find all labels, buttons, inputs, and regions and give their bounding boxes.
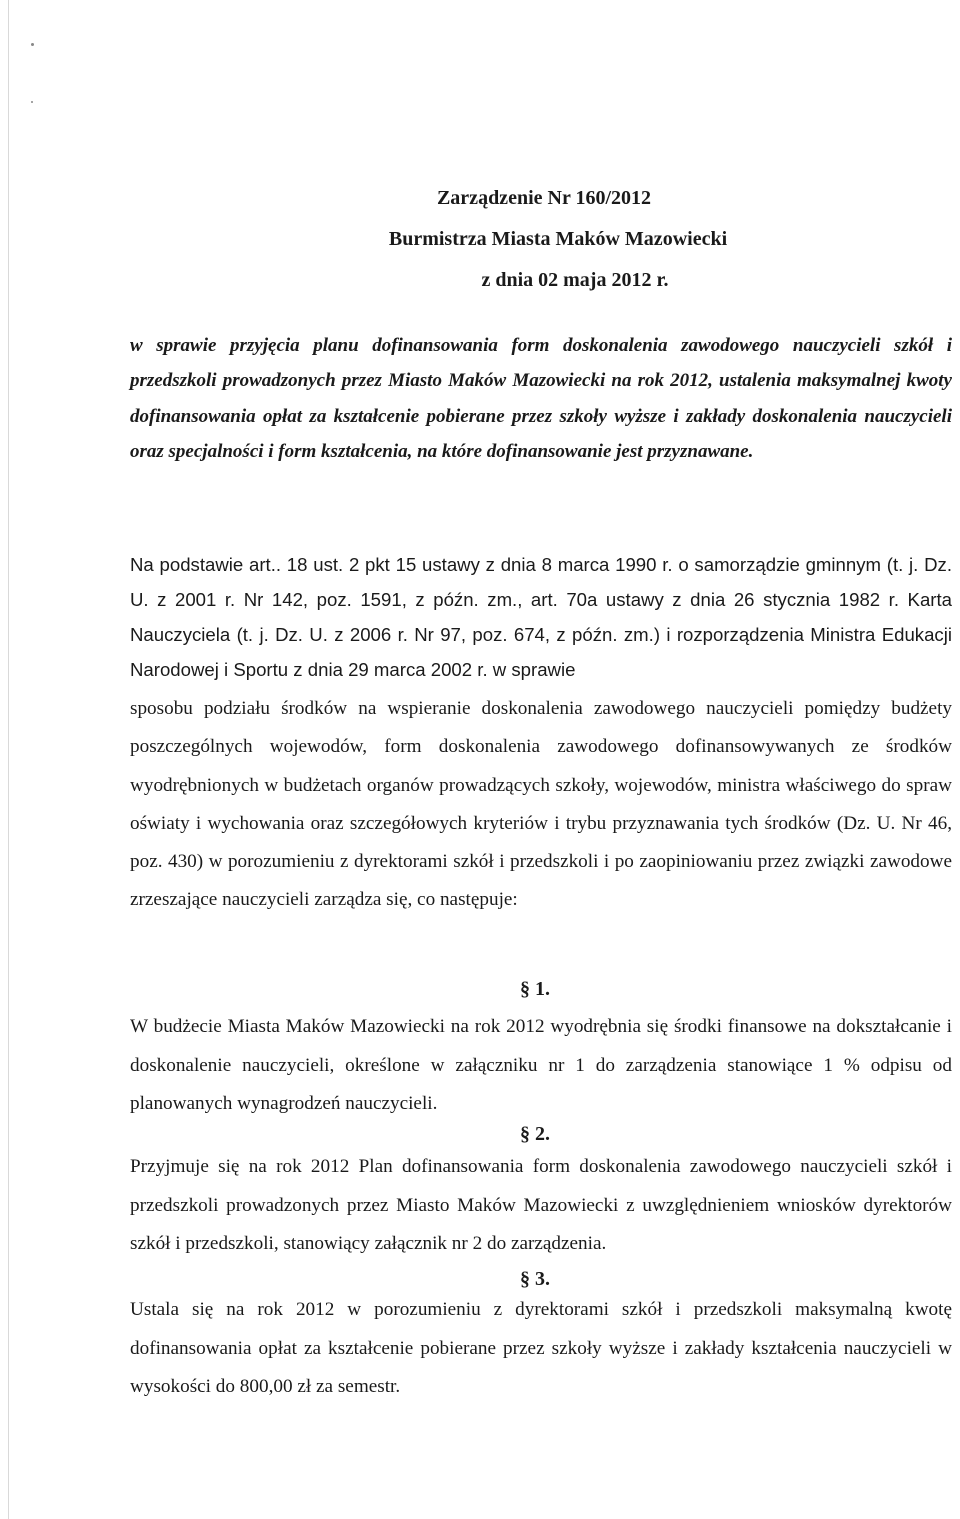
document-subject: w sprawie przyjęcia planu dofinansowania form doskonalenia zawodowego nauczycieli szkół i przedszkoli prowadzonych przez Miasto Maków Mazowiecki na rok 2012, ustalenia maksymalnej kwoty dofinansowania opłat za kształcenie pobierane przez szkoły wyższe i zakłady doskonalenia nauczycieli oraz specjalności i form kształcenia, na które dofinansowanie jest przyznawane. bbox=[130, 335, 952, 463]
paragraph-1-title: § 1. bbox=[520, 978, 550, 1000]
legal-basis-intro: Na podstawie art.. 18 ust. 2 pkt 15 ustawy z dnia 8 marca 1990 r. o samorządzie gminnym (t. j. Dz. U. z 2001 r. Nr 142, poz. 1591, z późn. zm., art. 70a ustawy z dnia 26 stycznia 1982 r. Karta Nauczyciela (t. j. Dz. U. z 2006 r. Nr 97, poz. 674, z późn. zm.) i rozporządzenia Ministra Edukacji Narodowej i Sportu z dnia 29 marca 2002 r. w sprawie bbox=[130, 554, 952, 681]
paragraph-1-text: W budżecie Miasta Maków Mazowiecki na rok 2012 wyodrębnia się środki finansowe na dokształcanie i doskonalenie nauczycieli, określone w załączniku nr 1 do zarządzenia stanowiące 1 % odpisu od planowanych wynagrodzeń nauczycieli. bbox=[130, 1016, 952, 1115]
document-issuer: Burmistrza Miasta Maków Mazowiecki bbox=[388, 228, 728, 250]
scan-speck bbox=[31, 43, 34, 46]
legal-basis-continuation: sposobu podziału środków na wspieranie doskonalenia zawodowego nauczycieli pomiędzy budżety poszczególnych wojewodów, form doskonalenia zawodowego dofinansowywanych ze środków wyodrębnionych w budżetach organów prowadzących szkoły, wojewodów, ministra właściwego do spraw oświaty i wychowania oraz szczegółowych kryteriów i trybu przyznawania tych środków (Dz. U. Nr 46, poz. 430) w porozumieniu z dyrektorami szkół i przedszkoli i po zaopiniowaniu przez związki zawodowe zrzeszające nauczycieli zarządza się, co następuje: bbox=[130, 698, 952, 911]
paragraph-2-title: § 2. bbox=[520, 1123, 550, 1145]
paragraph-3-title: § 3. bbox=[520, 1268, 550, 1290]
paragraph-2-text: Przyjmuje się na rok 2012 Plan dofinansowania form doskonalenia zawodowego nauczycieli szkół i przedszkoli prowadzonych przez Miasto Maków Mazowiecki z uwzględnieniem wniosków dyrektorów szkół i przedszkoli, stanowiący załącznik nr 2 do zarządzenia. bbox=[130, 1156, 952, 1255]
document-title: Zarządzenie Nr 160/2012 bbox=[436, 187, 652, 209]
document-date: z dnia 02 maja 2012 r. bbox=[481, 269, 669, 291]
scan-speck bbox=[31, 101, 33, 103]
paragraph-3-text: Ustala się na rok 2012 w porozumieniu z dyrektorami szkół i przedszkoli maksymalną kwotę dofinansowania opłat za kształcenie pobierane przez szkoły wyższe i zakłady kształcenia nauczycieli w wysokości do 800,00 zł za semestr. bbox=[130, 1299, 952, 1398]
document-header bbox=[0, 184, 960, 307]
